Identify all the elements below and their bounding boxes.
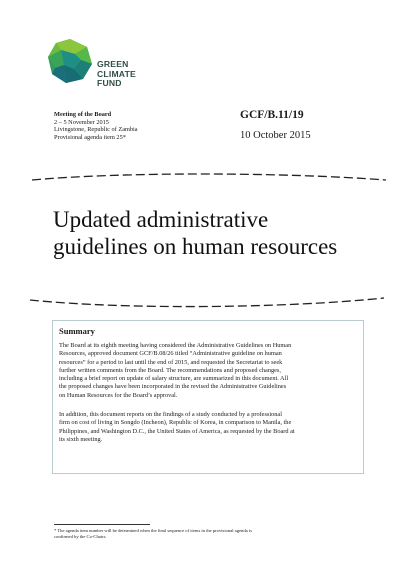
footnote-rule bbox=[54, 524, 150, 525]
logo-line-fund: FUND bbox=[97, 78, 122, 89]
summary-line: on Human Resources for the Board’s approval. bbox=[59, 391, 178, 399]
summary-paragraph-1 bbox=[59, 342, 361, 400]
globe-icon bbox=[47, 38, 93, 84]
logo-line-green: GREEN bbox=[97, 59, 129, 69]
summary-line: firm on cost of living in Songdo (Incheon), Republic of Korea, in comparison to Manila, the bbox=[59, 419, 292, 427]
bottom-divider bbox=[28, 294, 388, 310]
summary-line: further written comments from the Board. The recommendations and proposed changes, bbox=[59, 366, 281, 374]
summary-line: Philippines, and Washington D.C., the United States of America, as requested by the Board at bbox=[59, 427, 295, 435]
summary-heading: Summary bbox=[59, 326, 95, 336]
summary-line: In addition, this document reports on the findings of a study conducted by a professional bbox=[59, 411, 282, 418]
summary-paragraph-2 bbox=[59, 411, 361, 444]
summary-line: resources” for a period to last until the end of 2015, and requested the Secretariat to seek bbox=[59, 358, 283, 366]
meeting-location: Livingstone, Republic of Zambia bbox=[54, 126, 138, 134]
summary-line: Resources, approved document GCF/B.08/26 titled “Administrative guideline on human bbox=[59, 350, 282, 358]
gcf-logo bbox=[47, 38, 157, 100]
title-line-2: guidelines on human resources bbox=[53, 234, 338, 259]
footnote-line-1: * The agenda item number will be determined when the final sequence of items in the provisional agenda is bbox=[54, 528, 252, 533]
document-number: GCF/B.11/19 bbox=[240, 109, 304, 121]
top-divider bbox=[30, 170, 390, 184]
meeting-dates: 2 – 5 November 2015 bbox=[54, 118, 109, 126]
logo-line-climate: CLIMATE bbox=[97, 68, 136, 79]
footnote-line-2: confirmed by the Co-Chairs. bbox=[54, 534, 107, 539]
page-title bbox=[53, 206, 393, 260]
summary-line: its sixth meeting. bbox=[59, 435, 103, 443]
meeting-agenda-item: Provisional agenda item 25* bbox=[54, 134, 126, 142]
summary-line: including a brief report on update of salary structure, are summarized in this document. All bbox=[59, 375, 289, 382]
meeting-info bbox=[54, 111, 224, 142]
summary-line: the proposed changes have been incorporated in the revised the Administrative Guidelines bbox=[59, 383, 287, 391]
document-date: 10 October 2015 bbox=[240, 130, 311, 141]
title-line-1: Updated administrative bbox=[53, 207, 269, 232]
summary-box bbox=[52, 320, 364, 474]
summary-line: The Board at its eighth meeting having considered the Administrative Guidelines on Human bbox=[59, 342, 292, 349]
meeting-heading: Meeting of the Board bbox=[54, 111, 112, 118]
footnote bbox=[54, 528, 384, 540]
logo-text bbox=[97, 60, 136, 89]
